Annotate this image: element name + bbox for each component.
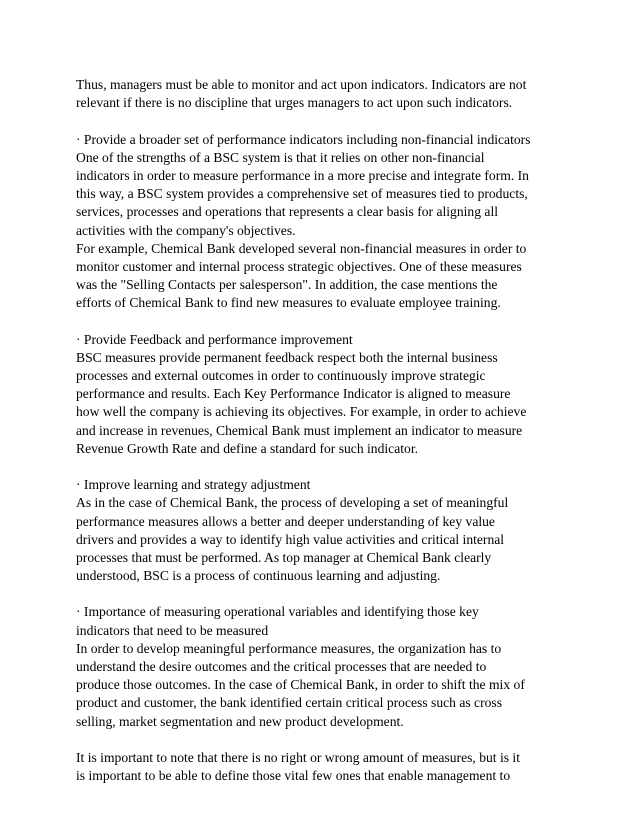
text-line: processes and external outcomes in order to continuously improve strategic <box>76 368 486 383</box>
text-line: drivers and provides a way to identify high value activities and critical internal <box>76 531 505 547</box>
text-line: monitor customer and internal process strategic objectives. One of these measures <box>76 258 522 274</box>
section-heading: · Provide Feedback and performance improvement <box>76 331 353 347</box>
text-line: was the "Selling Contacts per salesperson". In addition, the case mentions the <box>76 277 498 293</box>
text-line: produce those outcomes. In the case of Chemical Bank, in order to shift the mix of <box>76 677 525 693</box>
paragraph-operational-variables <box>76 603 568 730</box>
text-line: how well the company is achieving its objectives. For example, in order to achieve <box>76 404 527 420</box>
text-line: performance measures allows a better and deeper understanding of key value <box>76 513 495 529</box>
paragraph-feedback <box>76 331 568 458</box>
text-line: Revenue Growth Rate and define a standard for such indicator. <box>76 440 418 456</box>
text-line: understand the desire outcomes and the critical processes that are needed to <box>76 659 487 674</box>
text-line: It is important to note that there is no right or wrong amount of measures, but is it <box>76 749 520 765</box>
paragraph-closing <box>76 749 568 785</box>
text-line: activities with the company's objectives. <box>76 222 296 238</box>
paragraph-intro <box>76 76 568 112</box>
text-line: One of the strengths of a BSC system is that it relies on other non-financial <box>76 149 485 165</box>
text-line: efforts of Chemical Bank to find new measures to evaluate employee training. <box>76 295 501 311</box>
text-line: BSC measures provide permanent feedback respect both the internal business <box>76 349 498 365</box>
text-line: For example, Chemical Bank developed several non-financial measures in order to <box>76 240 527 256</box>
paragraph-broader-indicators <box>76 131 568 313</box>
text-line: is important to be able to define those vital few ones that enable management to <box>76 768 511 784</box>
text-line: As in the case of Chemical Bank, the process of developing a set of meaningful <box>76 495 509 511</box>
section-heading: indicators that need to be measured <box>76 622 269 638</box>
section-heading: · Improve learning and strategy adjustment <box>76 477 311 493</box>
text-line: and increase in revenues, Chemical Bank must implement an indicator to measure <box>76 422 523 438</box>
section-heading: · Provide a broader set of performance indicators including non-financial indicators <box>76 131 531 147</box>
text-line: Thus, managers must be able to monitor and act upon indicators. Indicators are not <box>76 77 527 92</box>
document-page <box>76 76 568 804</box>
text-line: relevant if there is no discipline that urges managers to act upon such indicators. <box>76 95 513 111</box>
section-heading: · Importance of measuring operational variables and identifying those key <box>76 604 479 620</box>
text-line: performance and results. Each Key Performance Indicator is aligned to measure <box>76 386 511 402</box>
text-line: understood, BSC is a process of continuous learning and adjusting. <box>76 568 441 584</box>
paragraph-learning <box>76 476 568 585</box>
text-line: indicators in order to measure performance in a more precise and integrate form. In <box>76 167 529 183</box>
text-line: product and customer, the bank identified certain critical process such as cross <box>76 695 502 711</box>
text-line: services, processes and operations that represents a clear basis for aligning all <box>76 204 499 220</box>
text-line: In order to develop meaningful performance measures, the organization has to <box>76 640 502 656</box>
text-line: processes that must be performed. As top manager at Chemical Bank clearly <box>76 549 492 565</box>
text-line: selling, market segmentation and new product development. <box>76 713 404 729</box>
text-line: this way, a BSC system provides a comprehensive set of measures tied to products, <box>76 186 528 202</box>
